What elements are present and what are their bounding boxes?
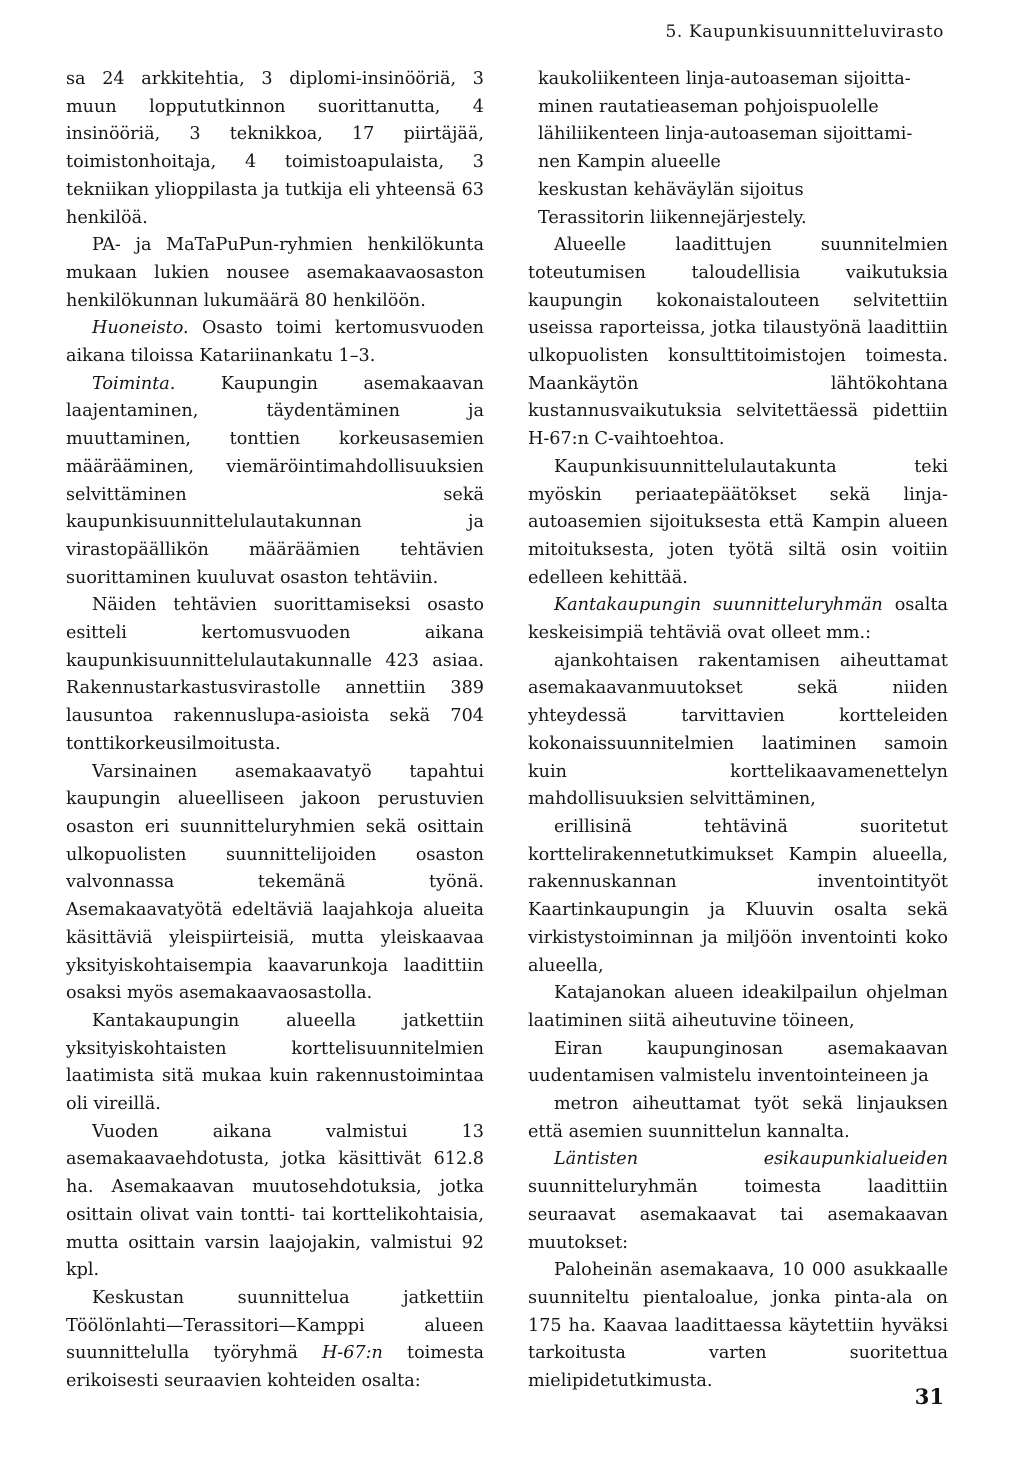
section-label-toiminta: Toiminta. [92,373,176,394]
list-item: Terassitorin liikennejärjestely. [538,207,807,228]
paragraph [528,1146,948,1257]
list-item-line: lähiliikenteen linja-autoaseman sijoittami- [538,124,913,145]
paragraph [66,371,484,593]
group-name: Kantakaupungin suunnitteluryhmän [554,595,883,616]
list-item: keskustan kehäväylän sijoitus [538,179,804,200]
paragraph-text: Keskustan suunnittelua jatkettiin Töölönlahti—Terassitori—Kamppi alueen suunnittelulla työryhmä [66,1287,484,1364]
paragraph: Kaupunkisuunnittelulautakunta teki myöskin periaatepäätökset sekä linja-autoasemien sijoituksesta että Kampin alueen mitoituksesta, joten työtä siltä osin voitiin edelleen kehittää. [528,456,948,588]
section-label-huoneisto: Huoneisto. [92,318,189,339]
list-item-line: kaukoliikenteen linja-autoaseman sijoitta- [538,69,911,89]
paragraph-text: Osasto toimi kertomusvuoden aikana tiloissa Katariinankatu 1–3. [66,318,484,367]
paragraph: Vuoden aikana valmistui 13 asemakaavaehdotusta, jotka käsittivät 612.8 ha. Asemakaavan muutosehdotuksia, jotka osittain olivat vain tontti- tai korttelikohtaisia, mutta osittain varsin laajojakin, valmistui 92 kpl. [66,1121,484,1281]
paragraph: Alueelle laadittujen suunnitelmien toteutumisen taloudellisia vaikutuksia kaupungin kokonaistalouteen selvitettiin useissa raporteissa, jotka tilaustyönä laadittiin ulkopuolisten konsulttitoimistojen toimesta. Maankäytön lähtökohtana kustannusvaikutuksia selvitettäessä pidettiin H-67:n C-vaihtoehtoa. [528,235,948,450]
paragraph [66,1285,484,1396]
page-number: 31 [914,1384,944,1409]
paragraph-text: osalta keskeisimpiä tehtäviä ovat olleet mm.: [528,595,948,644]
paragraph: Paloheinän asemakaava, 10 000 asukkaalle suunniteltu pientaloalue, jonka pinta-ala on 175 ha. Kaavaa laadittaessa käytettiin hyväksi tarkoitusta varten suoritettua mielipidetutkimusta. [528,1260,948,1392]
list-item [528,121,948,176]
paragraph: Kantakaupungin alueella jatkettiin yksityiskohtaisten korttelisuunnitelmien laatimista sitä mukaa kuin rakennustoimintaa oli vireillä. [66,1010,484,1115]
paragraph: sa 24 arkkitehtia, 3 diplomi-insinööriä, 3 muun loppututkinnon suorittanutta, 4 insinööriä, 3 teknikkoa, 17 piirtäjää, toimistonhoitaja, 4 toimistoapulaista, 3 tekniikan ylioppilasta ja tutkija eli yhteensä 63 henkilöä. [66,69,484,228]
running-head: 5. Kaupunkisuunnitteluvirasto [665,22,944,42]
list-item: metron aiheuttamat työt sekä linjauksen että asemien suunnittelun kannalta. [528,1094,948,1142]
left-column [66,66,484,1396]
list-item: Eiran kaupunginosan asemakaavan uudentamisen valmistelu inventointeineen ja [528,1038,948,1087]
group-name: Läntisten esikaupunkialueiden [554,1149,948,1170]
list-item [528,66,948,121]
paragraph-text: suunnitteluryhmän toimesta laadittiin seuraavat asemakaavat tai asemakaavan muutokset: [528,1177,948,1253]
paragraph-text: toimesta erikoisesti seuraavien kohteiden osalta: [66,1343,484,1392]
paragraph: Varsinainen asemakaavatyö tapahtui kaupungin alueelliseen jakoon perustuvien osaston eri suunnitteluryhmien sekä osittain ulkopuolisten suunnittelijoiden osaston valvonnassa tekemänä työnä. Asemakaavatyötä edeltäviä laajahkoja alueita käsittäviä yleispiirteisiä, mutta yleiskaavaa yksityiskohtaisempia kaavarunkoja laadittiin osaksi myös asemakaavaosastolla. [66,761,484,1004]
paragraph: Näiden tehtävien suorittamiseksi osasto esitteli kertomusvuoden aikana kaupunkisuunnittelulautakunnalle 423 asiaa. Rakennustarkastusvirastolle annettiin 389 lausuntoa rakennuslupa-asioista sekä 704 tonttikorkeusilmoitusta. [66,595,484,754]
paragraph: PA- ja MaTaPuPun-ryhmien henkilökunta mukaan lukien nousee asemakaavaosaston henkilökunnan lukumäärä 80 henkilöön. [66,235,484,311]
paragraph [528,592,948,647]
list-item: ajankohtaisen rakentamisen aiheuttamat asemakaavanmuutokset sekä niiden yhteydessä tarvittavien kortteleiden kokonaissuunnitelmien laatiminen samoin kuin korttelikaavamenettelyn mahdollisuuksien selvittäminen, [528,650,948,810]
right-column [528,66,948,1396]
list-item-line: nen Kampin alueelle [538,152,721,173]
paragraph-text: Kaupungin asemakaavan laajentaminen, täydentäminen ja muuttaminen, tonttien korkeusasemien määrääminen, viemäröintimahdollisuuksien selvittäminen sekä kaupunkisuunnittelulautakunnan ja virastopäällikön määräämien tehtävien suorittaminen kuuluvat osaston tehtäviin. [66,373,484,588]
list-item: Katajanokan alueen ideakilpailun ohjelman laatiminen siitä aiheutuvine töineen, [528,983,948,1031]
paragraph [66,315,484,370]
list-item: erillisinä tehtävinä suoritetut korttelirakennetutkimukset Kampin alueella, rakennuskannan inventointityöt Kaartinkaupungin ja Kluuvin osalta sekä virkistystoiminnan ja miljöön inventointi koko alueella, [528,816,948,976]
workgroup-name: H-67:n [321,1343,383,1364]
list-item-line: minen rautatieaseman pohjoispuolelle [538,96,879,117]
